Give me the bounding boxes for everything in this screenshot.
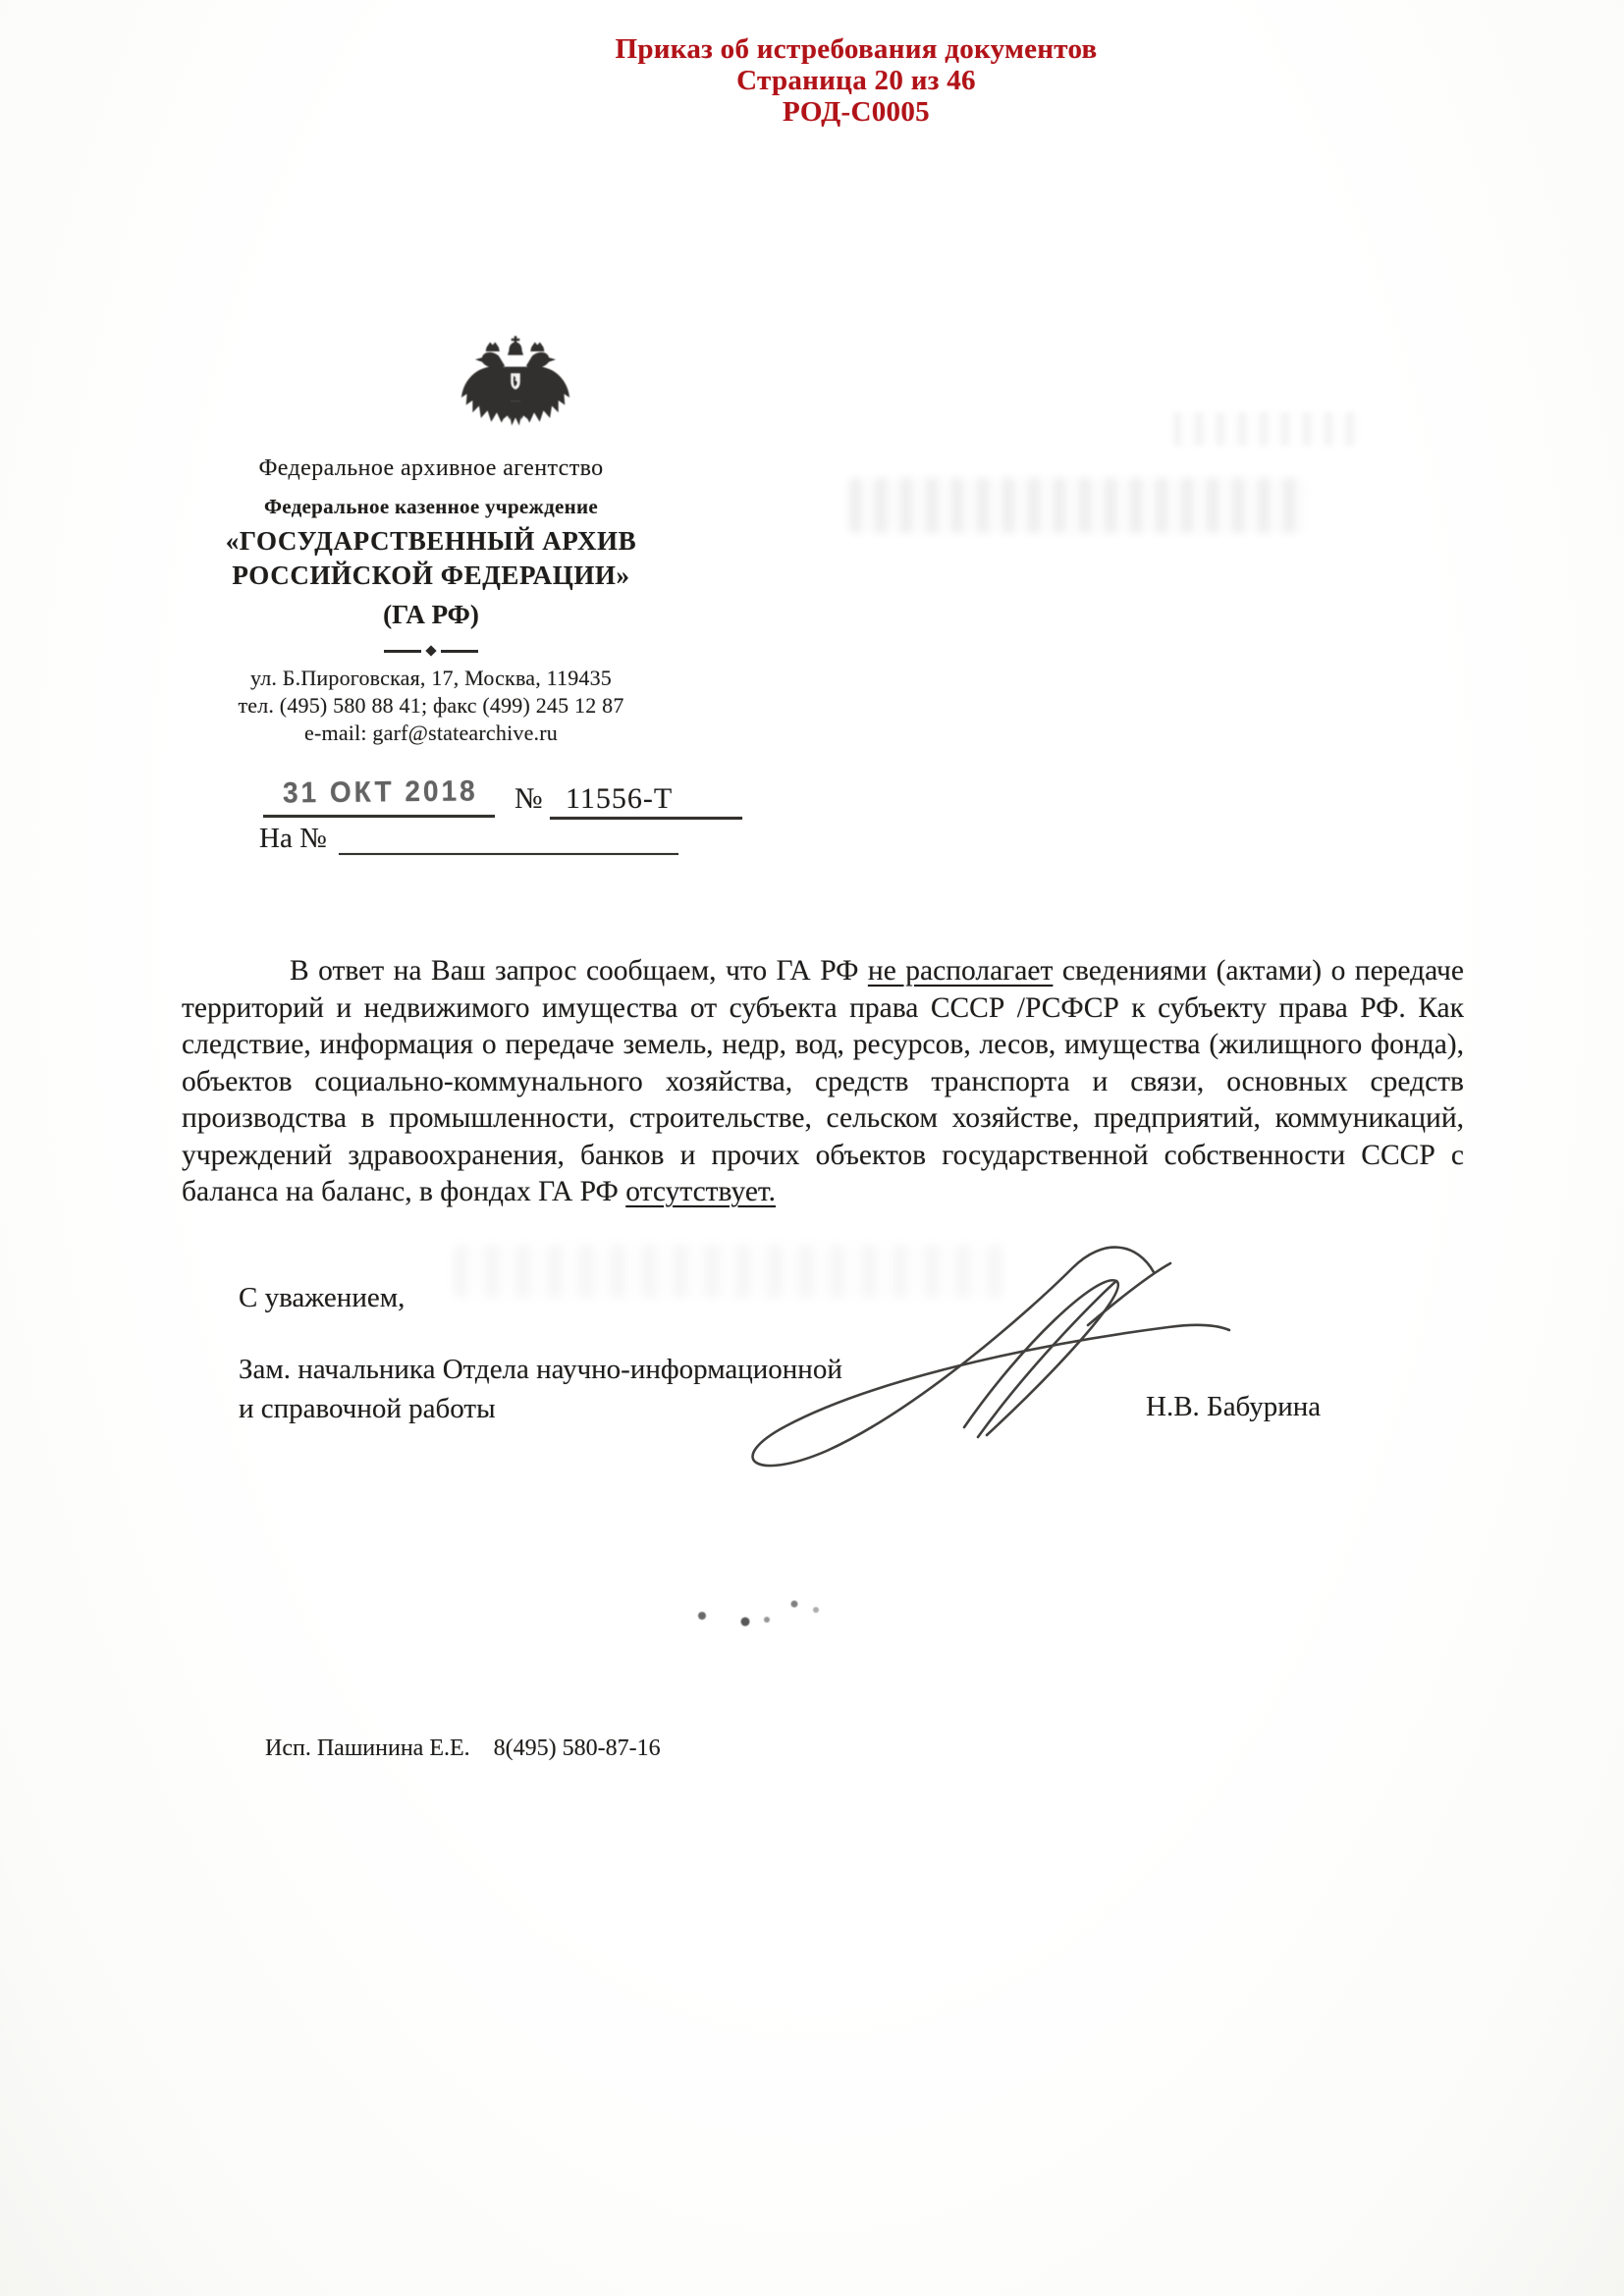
body-underlined-phrase1: не располагает: [867, 955, 1054, 987]
archive-name-line2: РОССИЙСКОЙ ФЕДЕРАЦИИ»: [232, 561, 630, 590]
letter-body: [182, 953, 1464, 1211]
salutation: С уважением,: [239, 1282, 406, 1313]
number-underline: [550, 817, 742, 820]
body-part1: В ответ на Ваш запрос сообщаем, что ГА РФ: [290, 955, 868, 987]
incoming-number-label: На №: [259, 823, 327, 854]
signer-position-line1: Зам. начальника Отдела научно-информационной: [239, 1354, 842, 1385]
divider-diamond-icon: [425, 645, 436, 656]
date-stamp: 31 ОКТ 2018: [282, 774, 478, 809]
body-part2: сведениями (актами) о передаче территорий и недвижимого имущества от субъекта права СССР /РСФСР к субъекту права РФ. Как следствие, информация о передаче земель, недр, вод, ресурсов, лесов, имущества (жилищного фонда), объектов социально-коммунального хозяйства, средств транспорта и связи, основных средств производства в промышленности, строительстве, сельском хозяйстве, предприятий, коммуникаций, учреждений здравоохранения, банков и прочих объектов государственной собственности СССР с баланса на баланс, в фондах ГА РФ: [182, 955, 1464, 1207]
letterhead-address: ул. Б.Пироговская, 17, Москва, 119435: [249, 666, 612, 690]
annotation-page-info: Страница 20 из 46: [736, 65, 976, 96]
ink-specks: [692, 1586, 696, 1590]
incoming-number-underline: [339, 853, 678, 855]
archive-name-line1: «ГОСУДАРСТВЕННЫЙ АРХИВ: [225, 526, 637, 556]
institution-type: Федеральное казенное учреждение: [263, 495, 599, 518]
letterhead: [78, 454, 785, 747]
letterhead-phone-fax: тел. (495) 580 88 41; факс (499) 245 12 87: [238, 693, 624, 718]
signer-position-line2: и справочной работы: [239, 1393, 496, 1424]
annotation-doc-code: РОД-С0005: [783, 96, 930, 128]
annotation-title: Приказ об истребования документов: [615, 33, 1098, 65]
russian-coat-of-arms-icon: [460, 336, 571, 459]
executor-phone: 8(495) 580-87-16: [493, 1735, 661, 1761]
executor-line: [265, 1735, 661, 1762]
divider-line-right: [441, 650, 478, 653]
body-underlined-phrase2: отсутствует.: [625, 1176, 776, 1207]
bleed-through-smudge: [849, 478, 1306, 533]
divider-line-left: [384, 650, 421, 653]
handwritten-signature: [707, 1235, 1237, 1495]
document-annotation: [615, 33, 1097, 128]
agency-name: Федеральное архивное агентство: [258, 455, 604, 481]
signer-name: Н.В. Бабурина: [1146, 1391, 1322, 1422]
outgoing-number-value: 11556-Т: [566, 782, 674, 815]
bleed-through-specks: [1173, 412, 1360, 446]
letterhead-email: e-mail: garf@statearchive.ru: [304, 721, 558, 745]
date-underline: [263, 815, 495, 818]
executor-name: Исп. Пашинина Е.Е.: [265, 1735, 470, 1761]
letterhead-divider: [372, 647, 490, 655]
outgoing-number-label: №: [514, 782, 543, 815]
archive-abbreviation: (ГА РФ): [383, 600, 479, 629]
